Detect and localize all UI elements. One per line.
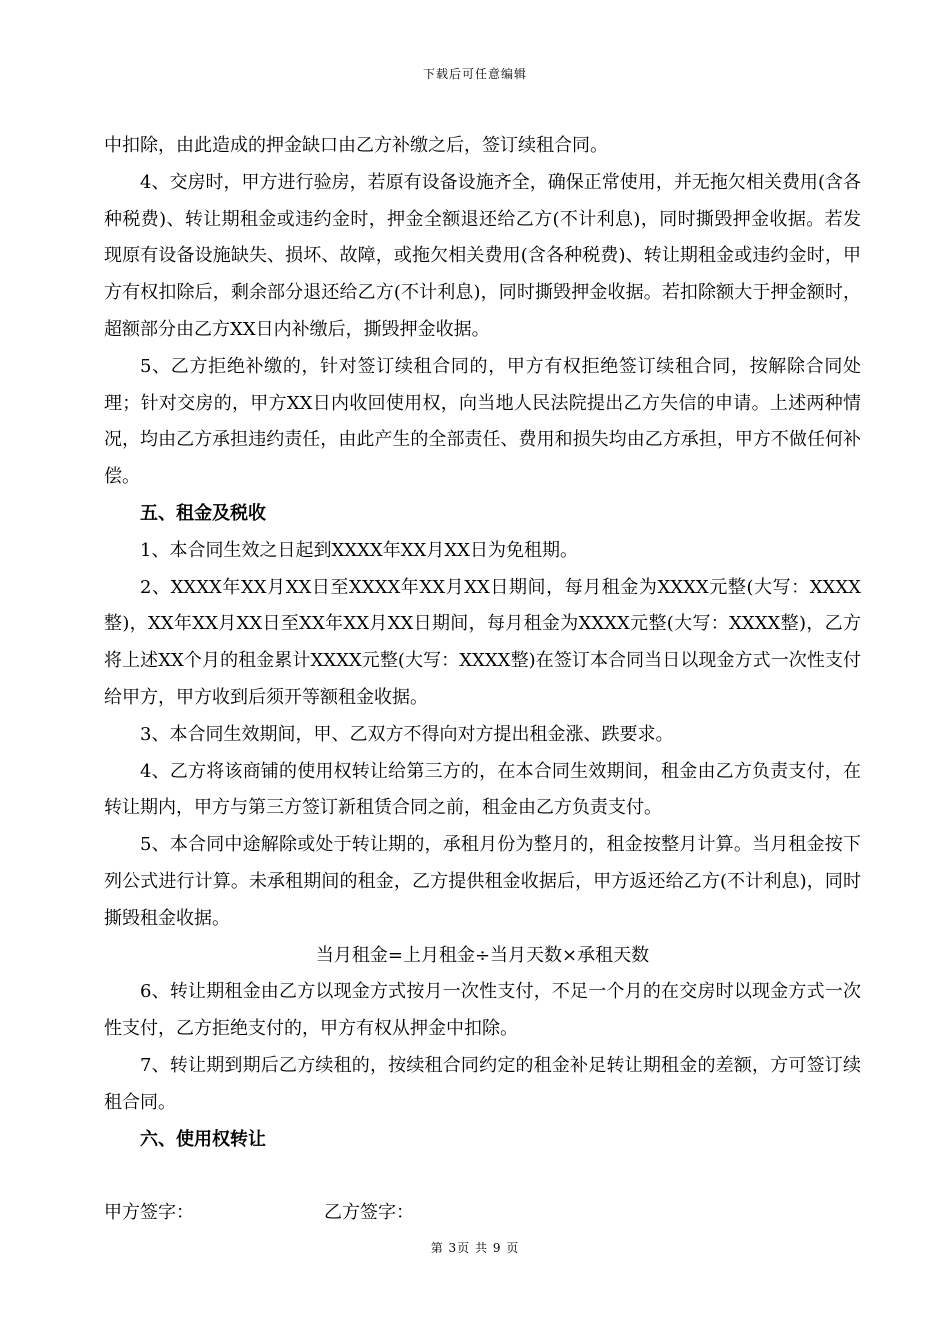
paragraph-rent-5: 5、本合同中途解除或处于转让期的，承租月份为整月的，租金按整月计算。当月租金按下列公式进行计算。未承租期间的租金，乙方提供租金收据后，甲方返还给乙方(不计利息)，同时撕毁租金收据。 <box>104 834 861 929</box>
paragraph-rent-7: 7、转让期到期后乙方续租的，按续租合同约定的租金补足转让期租金的差额，方可签订续租合同。 <box>104 1054 861 1113</box>
page-header-note: 下载后可任意编辑 <box>422 67 527 81</box>
party-b-signature-label: 乙方签字： <box>324 1202 414 1223</box>
paragraph-rent-4: 4、乙方将该商铺的使用权转让给第三方的，在本合同生效期间，租金由乙方负责支付，在转让期内，甲方与第三方签订新租赁合同之前，租金由乙方负责支付。 <box>104 760 861 819</box>
paragraph-clause-4-handover: 4、交房时，甲方进行验房，若原有设备设施齐全，确保正常使用，并无拖欠相关费用(含各种税费)、转让期租金或违约金时，押金全额退还给乙方(不计利息)，同时撕毁押金收据。若发现原有设备设施缺失、损坏、故障，或拖欠相关费用(含各种税费)、转让期租金或违约金时，甲方有权扣除后，剩余部分退还给乙方(不计利息)，同时撕毁押金收据。若扣除额大于押金额时，超额部分由乙方XX日内补缴后，撕毁押金收据。 <box>104 171 861 340</box>
rent-formula: 当月租金=上月租金÷当月天数×承租天数 <box>315 944 650 966</box>
document-body <box>104 128 861 1158</box>
section-heading-rent-tax: 五、租金及税收 <box>140 502 266 524</box>
paragraph-clause-5-refusal: 5、乙方拒绝补缴的，针对签订续租合同的，甲方有权拒绝签订续租合同，按解除合同处理；针对交房的，甲方XX日内收回使用权，向当地人民法院提出乙方失信的申请。上述两种情况，均由乙方承担违约责任，由此产生的全部责任、费用和损失均由乙方承担，甲方不做任何补偿。 <box>104 355 861 488</box>
signature-line <box>104 1195 414 1231</box>
page-number-footer: 第 3页 共 9 页 <box>430 1241 520 1255</box>
section-heading-transfer: 六、使用权转让 <box>140 1128 266 1150</box>
paragraph-rent-1: 1、本合同生效之日起到XXXX年XX月XX日为免租期。 <box>140 539 578 561</box>
paragraph-rent-3: 3、本合同生效期间，甲、乙双方不得向对方提出租金涨、跌要求。 <box>140 723 674 745</box>
paragraph-rent-6: 6、转让期租金由乙方以现金方式按月一次性支付，不足一个月的在交房时以现金方式一次性支付，乙方拒绝支付的，甲方有权从押金中扣除。 <box>104 981 861 1040</box>
paragraph-continuation: 中扣除，由此造成的押金缺口由乙方补缴之后，签订续租合同。 <box>104 135 608 156</box>
paragraph-rent-2: 2、XXXX年XX月XX日至XXXX年XX月XX日期间，每月租金为XXXX元整(大写：XXXX整)，XX年XX月XX日至XX年XX月XX日期间，每月租金为XXXX元整(大写：XXXX整)，乙方将上述XX个月的租金累计XXXX元整(大写：XXXX整)在签订本合同当日以现金方式一次性支付给甲方，甲方收到后须开等额租金收据。 <box>104 576 861 708</box>
party-a-signature-label: 甲方签字： <box>104 1202 194 1223</box>
